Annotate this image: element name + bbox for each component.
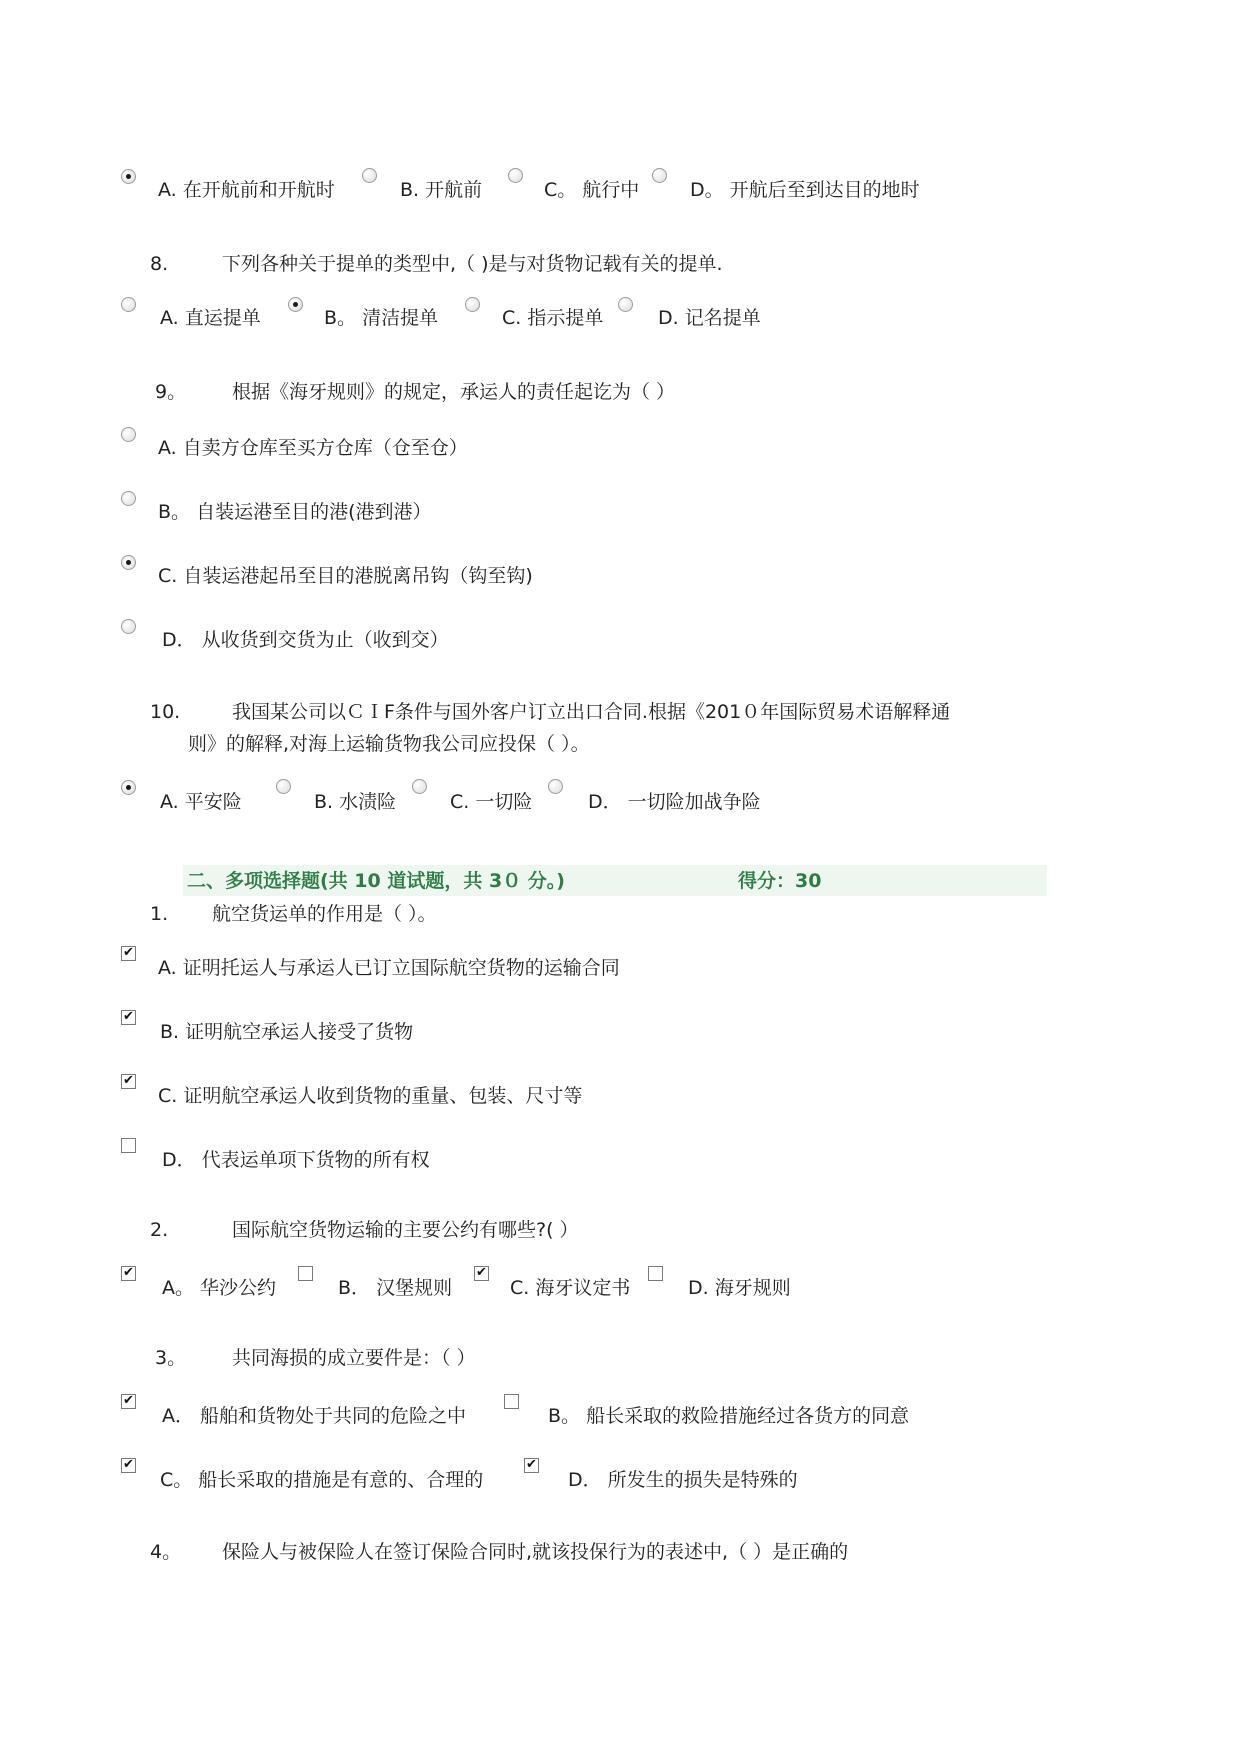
m2-checkbox-a[interactable]: ✔ <box>121 1266 136 1281</box>
m1-text: 航空货运单的作用是（ ）。 <box>212 903 437 925</box>
q10-choice-b: B. 水渍险 <box>314 791 397 813</box>
m2-checkbox-d[interactable] <box>648 1266 663 1281</box>
q10-choice-d: D． 一切险加战争险 <box>588 791 761 813</box>
q8-radio-b[interactable] <box>288 297 303 312</box>
m1-checkbox-b[interactable]: ✔ <box>121 1010 136 1025</box>
q8-choice-a: A. 直运提单 <box>160 307 261 329</box>
q9-choice-c: C. 自装运港起吊至目的港脱离吊钩（钩至钩) <box>158 565 533 587</box>
m1-choice-a: A. 证明托运人与承运人已订立国际航空货物的运输合同 <box>158 957 620 979</box>
q10-text-line1: 我国某公司以ＣＩF条件与国外客户订立出口合同.根据《201０年国际贸易术语解释通 <box>232 701 951 723</box>
m2-checkbox-b[interactable] <box>298 1266 313 1281</box>
m2-checkbox-c[interactable]: ✔ <box>474 1266 489 1281</box>
q8-radio-c[interactable] <box>465 297 480 312</box>
q8-radio-a[interactable] <box>121 297 136 312</box>
q9-radio-d[interactable] <box>121 619 136 634</box>
m3-choice-a: A． 船舶和货物处于共同的危险之中 <box>162 1405 467 1427</box>
q8-choice-d: D. 记名提单 <box>658 307 761 329</box>
q9-radio-b[interactable] <box>121 491 136 506</box>
m4-number: 4。 <box>150 1541 182 1563</box>
q10-radio-a[interactable] <box>121 780 136 795</box>
m2-choice-d: D. 海牙规则 <box>688 1277 791 1299</box>
q9-radio-c[interactable] <box>121 555 136 570</box>
q10-choice-c: C. 一切险 <box>450 791 533 813</box>
m2-choice-b: B． 汉堡规则 <box>338 1277 453 1299</box>
q9-number: 9。 <box>155 381 187 403</box>
m3-text: 共同海损的成立要件是：（ ） <box>232 1347 476 1369</box>
m2-text: 国际航空货物运输的主要公约有哪些?( ） <box>232 1219 579 1241</box>
q7-radio-d[interactable] <box>652 168 667 183</box>
q8-text: 下列各种关于提单的类型中,（ )是与对货物记载有关的提单. <box>222 253 723 275</box>
m1-checkbox-d[interactable] <box>121 1138 136 1153</box>
q9-radio-a[interactable] <box>121 427 136 442</box>
q7-choice-c: C。 航行中 <box>544 179 640 201</box>
m2-choice-c: C. 海牙议定书 <box>510 1277 631 1299</box>
m3-choice-b: B。 船长采取的救险措施经过各货方的同意 <box>548 1405 910 1427</box>
q7-choice-d: D。 开航后至到达目的地时 <box>690 179 920 201</box>
m2-choice-a: A。 华沙公约 <box>162 1277 277 1299</box>
m3-checkbox-b[interactable] <box>504 1394 519 1409</box>
m1-choice-d: D． 代表运单项下货物的所有权 <box>162 1149 430 1171</box>
q8-choice-b: B。 清洁提单 <box>324 307 439 329</box>
q9-choice-d: D． 从收货到交货为止（收到交） <box>162 629 449 651</box>
m3-checkbox-a[interactable]: ✔ <box>121 1394 136 1409</box>
m3-choice-d: D． 所发生的损失是特殊的 <box>568 1469 798 1491</box>
m3-checkbox-d[interactable]: ✔ <box>524 1458 539 1473</box>
q7-choice-b: B. 开航前 <box>400 179 483 201</box>
m4-text: 保险人与被保险人在签订保险合同时,就该投保行为的表述中,（ ）是正确的 <box>222 1541 849 1563</box>
m2-number: 2. <box>150 1219 169 1241</box>
q7-radio-b[interactable] <box>362 168 377 183</box>
q9-text: 根据《海牙规则》的规定，承运人的责任起讫为（ ） <box>232 381 676 403</box>
q10-radio-c[interactable] <box>412 779 427 794</box>
section-score: 得分：30 <box>738 870 822 892</box>
q10-text-line2: 则》的解释,对海上运输货物我公司应投保（ ）。 <box>188 733 590 755</box>
m3-number: 3。 <box>155 1347 187 1369</box>
m3-choice-c: C。 船长采取的措施是有意的、合理的 <box>160 1469 484 1491</box>
m1-checkbox-c[interactable]: ✔ <box>121 1074 136 1089</box>
m1-number: 1. <box>150 903 169 925</box>
q7-choice-a: A. 在开航前和开航时 <box>158 179 335 201</box>
m1-choice-b: B. 证明航空承运人接受了货物 <box>160 1021 414 1043</box>
m1-choice-c: C. 证明航空承运人收到货物的重量、包装、尺寸等 <box>158 1085 583 1107</box>
q9-choice-b: B。 自装运港至目的港(港到港） <box>158 501 432 523</box>
q10-radio-d[interactable] <box>548 779 563 794</box>
q8-choice-c: C. 指示提单 <box>502 307 604 329</box>
q7-radio-a[interactable] <box>121 169 136 184</box>
m3-checkbox-c[interactable]: ✔ <box>121 1458 136 1473</box>
q8-number: 8. <box>150 253 169 275</box>
q10-number: 10. <box>150 701 181 723</box>
q10-choice-a: A. 平安险 <box>160 791 242 813</box>
m1-checkbox-a[interactable]: ✔ <box>121 946 136 961</box>
q9-choice-a: A. 自卖方仓库至买方仓库（仓至仓） <box>158 437 468 459</box>
q8-radio-d[interactable] <box>618 297 633 312</box>
section-title: 二、多项选择题(共 10 道试题，共 3０ 分。) <box>187 870 565 892</box>
q7-radio-c[interactable] <box>508 168 523 183</box>
q10-radio-b[interactable] <box>276 779 291 794</box>
